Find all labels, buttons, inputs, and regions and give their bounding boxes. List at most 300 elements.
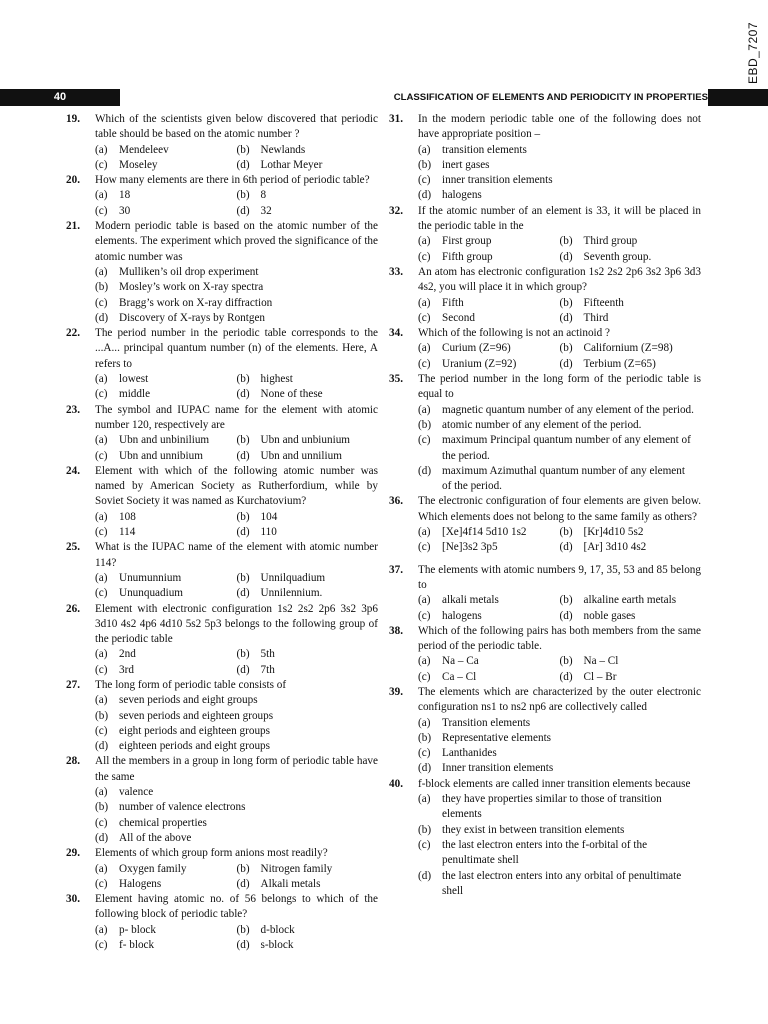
option-text: 2nd: [119, 648, 136, 661]
options: [418, 234, 701, 265]
option-letter: (a): [95, 862, 108, 875]
options: [95, 693, 378, 754]
option-letter: (b): [95, 709, 109, 722]
question-number: 21.: [66, 220, 80, 233]
option-text: Transition elements: [442, 716, 531, 729]
option: [237, 433, 379, 448]
option: [418, 746, 701, 761]
option-letter: (a): [95, 189, 108, 202]
option-text: 104: [260, 510, 278, 523]
option-text: inert gases: [442, 158, 490, 171]
option-letter: (d): [236, 526, 250, 539]
options: [418, 296, 701, 327]
question-number: 22.: [66, 327, 80, 340]
question-text: Element with electronic configuration 1s2 2s2 2p6 3s2 3p6 3d10 4s2 4p6 4d10 5s2 5p3 belongs to the following group of the periodic table: [95, 602, 378, 646]
option-letter: (c): [95, 816, 108, 829]
option: [560, 593, 702, 608]
question-number: 28.: [66, 755, 80, 768]
option: [95, 265, 378, 280]
option-letter: (b): [559, 296, 573, 309]
option-letter: (b): [236, 510, 250, 523]
option-letter: (a): [418, 655, 431, 668]
question-text: f-block elements are called inner transition elements because: [418, 777, 691, 790]
option-letter: (d): [236, 587, 250, 600]
option: [95, 143, 237, 158]
question-20: [66, 173, 378, 219]
option-text: Third group: [583, 235, 638, 248]
question-number: 38.: [389, 624, 403, 637]
option-letter: (d): [418, 869, 432, 882]
option-text: the last electron enters into the f-orbital of the penultimate shell: [442, 838, 648, 867]
option-text: chemical properties: [119, 816, 207, 829]
option-text: s-block: [260, 939, 294, 952]
question-number: 33.: [389, 265, 403, 278]
question-text: What is the IUPAC name of the element with atomic number 114?: [95, 541, 378, 569]
question-text: The period number in the periodic table corresponds to the ...A... principal quantum number (n) of the elements. Here, A refers to: [95, 327, 378, 370]
option-text: Terbium (Z=65): [583, 357, 656, 370]
option-letter: (c): [418, 747, 431, 760]
option: [418, 792, 701, 823]
option-letter: (d): [559, 311, 573, 324]
option-letter: (a): [95, 143, 108, 156]
question-28: [66, 754, 378, 846]
option: [418, 433, 701, 464]
option-text: highest: [260, 373, 293, 386]
question-26: [66, 602, 378, 678]
options: [95, 143, 378, 174]
option-letter: (a): [418, 793, 431, 806]
option-letter: (a): [418, 594, 431, 607]
question-31: [389, 112, 701, 204]
options: [95, 372, 378, 403]
option: [95, 449, 237, 464]
option: [560, 250, 702, 265]
question-number: 34.: [389, 327, 403, 340]
option-letter: (b): [418, 418, 432, 431]
option: [418, 654, 560, 669]
options: [95, 923, 378, 954]
option-text: 18: [119, 189, 131, 202]
option-letter: (d): [559, 541, 573, 554]
option: [418, 143, 701, 158]
question-37: [389, 563, 701, 624]
option-letter: (b): [236, 434, 250, 447]
option-letter: (a): [95, 434, 108, 447]
options: [95, 433, 378, 464]
option: [418, 525, 560, 540]
option: [95, 816, 378, 831]
option-text: [Xe]4f14 5d10 1s2: [442, 526, 527, 539]
option-text: Moseley: [119, 158, 158, 171]
option-text: Ubn and unnibium: [119, 449, 203, 462]
option: [237, 387, 379, 402]
options: [95, 510, 378, 541]
question-39: [389, 685, 701, 777]
option-text: Third: [583, 311, 609, 324]
question-text: How many elements are there in 6th period of periodic table?: [95, 174, 370, 187]
option: [95, 586, 237, 601]
option-text: number of valence electrons: [119, 801, 246, 814]
option-text: Fifteenth: [583, 296, 624, 309]
question-35: [389, 372, 701, 494]
option-text: middle: [119, 388, 151, 401]
option-text: Na – Cl: [583, 655, 619, 668]
option-letter: (a): [95, 786, 108, 799]
option: [95, 280, 378, 295]
question-text: If the atomic number of an element is 33, it will be placed in the periodic table in the: [418, 204, 701, 233]
option-text: halogens: [442, 609, 482, 622]
option-letter: (a): [418, 403, 431, 416]
options: [418, 716, 701, 777]
option: [95, 525, 237, 540]
option-text: All of the above: [119, 831, 192, 844]
option: [560, 654, 702, 669]
option-letter: (c): [418, 357, 431, 370]
option-text: transition elements: [442, 143, 527, 156]
option: [418, 761, 701, 776]
option-letter: (d): [236, 939, 250, 952]
option: [418, 173, 701, 188]
option-letter: (a): [418, 235, 431, 248]
option: [418, 838, 701, 869]
option-letter: (c): [95, 724, 108, 737]
question-text: Which of the scientists given below discovered that periodic table should be based on the atomic number ?: [95, 113, 378, 141]
option-letter: (d): [559, 609, 573, 622]
option: [418, 540, 560, 555]
option-letter: (d): [236, 449, 250, 462]
options: [95, 862, 378, 893]
option-text: eighteen periods and eight groups: [119, 740, 270, 753]
option-text: 3rd: [119, 663, 134, 676]
option-text: Alkali metals: [260, 877, 321, 890]
option-text: they have properties similar to those of transition elements: [442, 793, 662, 821]
option-letter: (a): [95, 265, 108, 278]
option: [95, 862, 237, 877]
question-21: [66, 219, 378, 326]
option-letter: (c): [95, 296, 108, 309]
option: [418, 670, 560, 685]
option-text: Fifth group: [442, 250, 493, 263]
option: [95, 311, 378, 326]
chapter-title: CLASSIFICATION OF ELEMENTS AND PERIODICITY IN PROPERTIES: [393, 92, 708, 103]
option: [237, 525, 379, 540]
option-letter: (c): [95, 877, 108, 890]
option-letter: (b): [418, 823, 432, 836]
option: [560, 234, 702, 249]
option-text: alkaline earth metals: [583, 594, 677, 607]
options: [95, 265, 378, 326]
question-text: Element having atomic no. of 56 belongs to which of the following block of periodic table?: [95, 893, 378, 921]
option-text: Mulliken’s oil drop experiment: [119, 265, 259, 278]
option-text: Fifth: [442, 296, 464, 309]
question-number: 36.: [389, 495, 403, 508]
option: [418, 418, 701, 433]
option-letter: (a): [418, 296, 431, 309]
option-text: 5th: [260, 648, 275, 661]
option: [95, 877, 237, 892]
option-text: 32: [260, 204, 272, 217]
option: [418, 250, 560, 265]
options: [95, 785, 378, 846]
options: [95, 571, 378, 602]
option: [418, 188, 701, 203]
question-text: All the members in a group in long form of periodic table have the same: [95, 755, 378, 783]
question-number: 31.: [389, 113, 403, 125]
option-letter: (d): [559, 250, 573, 263]
option-text: 7th: [260, 663, 275, 676]
option: [95, 800, 378, 815]
option-text: Unumunnium: [119, 571, 182, 584]
option: [560, 357, 702, 372]
left-column: [66, 112, 378, 953]
question-number: 32.: [389, 204, 403, 217]
question-32: [389, 204, 701, 265]
option-letter: (b): [559, 594, 573, 607]
option-letter: (d): [559, 670, 573, 683]
question-text: The period number in the long form of the periodic table is equal to: [418, 373, 701, 401]
question-19: [66, 112, 378, 173]
option: [418, 464, 701, 495]
option: [418, 341, 560, 356]
option-text: 110: [260, 526, 277, 539]
option-letter: (d): [95, 311, 109, 324]
option: [95, 663, 237, 678]
option: [95, 647, 237, 662]
question-text: An atom has electronic configuration 1s2 2s2 2p6 3s2 3p6 3d3 4s2, you will place it in which group?: [418, 265, 701, 294]
option-letter: (b): [559, 342, 573, 355]
options: [418, 403, 701, 495]
question-24: [66, 464, 378, 540]
option-text: 30: [119, 204, 131, 217]
option-text: seven periods and eight groups: [119, 694, 258, 707]
option-text: Curium (Z=96): [442, 342, 511, 355]
option-text: Mosley’s work on X-ray spectra: [119, 281, 264, 294]
question-text: The electronic configuration of four elements are given below. Which elements does not belong to the same family as others?: [418, 495, 701, 523]
option-letter: (b): [236, 648, 250, 661]
page-header: [0, 89, 768, 106]
option: [418, 311, 560, 326]
option-letter: (c): [95, 449, 108, 462]
option-letter: (c): [418, 250, 431, 263]
option: [95, 938, 237, 953]
option: [237, 449, 379, 464]
options: [418, 792, 701, 899]
option: [237, 862, 379, 877]
option: [95, 204, 237, 219]
option: [237, 663, 379, 678]
option-text: Discovery of X-rays by Rontgen: [119, 311, 266, 324]
option-letter: (b): [418, 731, 432, 744]
option: [237, 647, 379, 662]
option-text: Ubn and unnilium: [260, 449, 342, 462]
question-number: 23.: [66, 403, 80, 416]
option-text: None of these: [260, 388, 323, 401]
option-text: atomic number of any element of the period.: [442, 418, 642, 431]
option-text: [Kr]4d10 5s2: [583, 526, 644, 539]
option-letter: (b): [559, 526, 573, 539]
option-letter: (d): [236, 158, 250, 171]
option: [237, 938, 379, 953]
option: [418, 158, 701, 173]
question-number: 27.: [66, 678, 80, 691]
option-letter: (c): [418, 838, 431, 851]
question-number: 19.: [66, 113, 80, 125]
option: [95, 510, 237, 525]
option-letter: (c): [418, 174, 431, 187]
options: [95, 188, 378, 219]
option-letter: (b): [236, 189, 250, 202]
option-letter: (c): [95, 939, 108, 952]
option-text: seven periods and eighteen groups: [119, 709, 274, 722]
page-number: 40: [0, 89, 120, 106]
option: [560, 609, 702, 624]
option-letter: (d): [559, 357, 573, 370]
option-letter: (c): [95, 663, 108, 676]
option: [95, 785, 378, 800]
option: [95, 158, 237, 173]
options: [418, 525, 701, 556]
option-letter: (a): [418, 143, 431, 156]
option: [560, 311, 702, 326]
option-letter: (b): [559, 655, 573, 668]
option: [95, 739, 378, 754]
option: [95, 831, 378, 846]
options: [95, 647, 378, 678]
option-text: magnetic quantum number of any element of the period.: [442, 403, 694, 416]
option-letter: (c): [95, 388, 108, 401]
option-letter: (b): [236, 571, 250, 584]
question-text: The elements with atomic numbers 9, 17, 35, 53 and 85 belong to: [418, 563, 701, 591]
option-text: Na – Ca: [442, 655, 479, 668]
option-text: [Ar] 3d10 4s2: [583, 541, 647, 554]
option-letter: (a): [418, 526, 431, 539]
option: [237, 510, 379, 525]
option-letter: (c): [95, 204, 108, 217]
question-number: 20.: [66, 174, 80, 187]
option-text: valence: [119, 786, 154, 799]
option: [237, 143, 379, 158]
option-text: f- block: [119, 939, 155, 952]
option-text: 108: [119, 510, 136, 523]
question-text: The elements which are characterized by the outer electronic configuration ns1 to ns2 np6 are collectively called: [418, 685, 701, 714]
option-text: halogens: [442, 189, 482, 202]
option-text: Representative elements: [442, 731, 552, 744]
option: [95, 296, 378, 311]
option-letter: (c): [418, 434, 431, 447]
option-letter: (b): [559, 235, 573, 248]
question-text: The symbol and IUPAC name for the element with atomic number 120, respectively are: [95, 403, 378, 431]
option-text: Second: [442, 311, 475, 324]
option: [418, 869, 701, 900]
option-text: Ubn and unbiunium: [260, 434, 350, 447]
option-letter: (a): [418, 342, 431, 355]
options: [418, 593, 701, 624]
option-text: eight periods and eighteen groups: [119, 724, 270, 737]
option-text: Inner transition elements: [442, 762, 554, 775]
question-number: 24.: [66, 464, 80, 477]
option-letter: (a): [95, 373, 108, 386]
option: [95, 709, 378, 724]
question-number: 35.: [389, 373, 403, 386]
option-letter: (b): [95, 281, 109, 294]
option-letter: (a): [95, 510, 108, 523]
option-letter: (c): [95, 158, 108, 171]
question-number: 39.: [389, 685, 403, 698]
option-text: lowest: [119, 373, 149, 386]
option: [560, 296, 702, 311]
option-text: First group: [442, 235, 492, 248]
option-text: maximum Principal quantum number of any element of the period.: [442, 434, 691, 462]
option-letter: (c): [418, 541, 431, 554]
option: [560, 341, 702, 356]
header-bar-end: [708, 89, 768, 106]
option-letter: (d): [95, 831, 109, 844]
option-letter: (d): [236, 877, 250, 890]
option: [237, 586, 379, 601]
option-letter: (b): [236, 923, 250, 936]
question-23: [66, 403, 378, 464]
option-text: Ununquadium: [119, 587, 184, 600]
option-text: Lanthanides: [442, 747, 497, 760]
option-text: 114: [119, 526, 136, 539]
option-text: Cl – Br: [583, 670, 617, 683]
option-letter: (a): [95, 923, 108, 936]
option-text: Mendeleev: [119, 143, 169, 156]
question-text: Which of the following pairs has both members from the same period of the periodic table.: [418, 624, 701, 653]
option-text: 8: [260, 189, 267, 202]
option: [560, 540, 702, 555]
option-letter: (c): [95, 526, 108, 539]
option: [237, 158, 379, 173]
option: [418, 731, 701, 746]
option-text: alkali metals: [442, 594, 499, 607]
option-letter: (d): [418, 464, 432, 477]
option-text: Lothar Meyer: [260, 158, 323, 171]
question-number: 29.: [66, 847, 80, 860]
option: [418, 609, 560, 624]
option-letter: (a): [95, 571, 108, 584]
option-text: Unnilquadium: [260, 571, 326, 584]
options: [418, 654, 701, 685]
option-text: the last electron enters into any orbital of penultimate shell: [442, 869, 682, 897]
option: [95, 433, 237, 448]
option: [418, 823, 701, 838]
option-letter: (b): [95, 801, 109, 814]
option-text: p- block: [119, 923, 156, 936]
question-text: Elements of which group form anions most readily?: [95, 847, 328, 860]
option-letter: (d): [236, 388, 250, 401]
question-number: 26.: [66, 602, 80, 615]
option: [95, 571, 237, 586]
option: [560, 525, 702, 540]
question-number: 37.: [389, 563, 403, 576]
option: [418, 357, 560, 372]
option-letter: (b): [236, 143, 250, 156]
option-text: Oxygen family: [119, 862, 187, 875]
right-column: [389, 112, 701, 899]
option-text: [Ne]3s2 3p5: [442, 541, 498, 554]
option: [95, 372, 237, 387]
option-letter: (a): [95, 694, 108, 707]
option-letter: (a): [418, 716, 431, 729]
option-text: Newlands: [260, 143, 306, 156]
option: [95, 923, 237, 938]
option: [237, 188, 379, 203]
option: [95, 188, 237, 203]
question-number: 30.: [66, 893, 80, 906]
question-number: 40.: [389, 777, 403, 790]
question-33: [389, 265, 701, 326]
